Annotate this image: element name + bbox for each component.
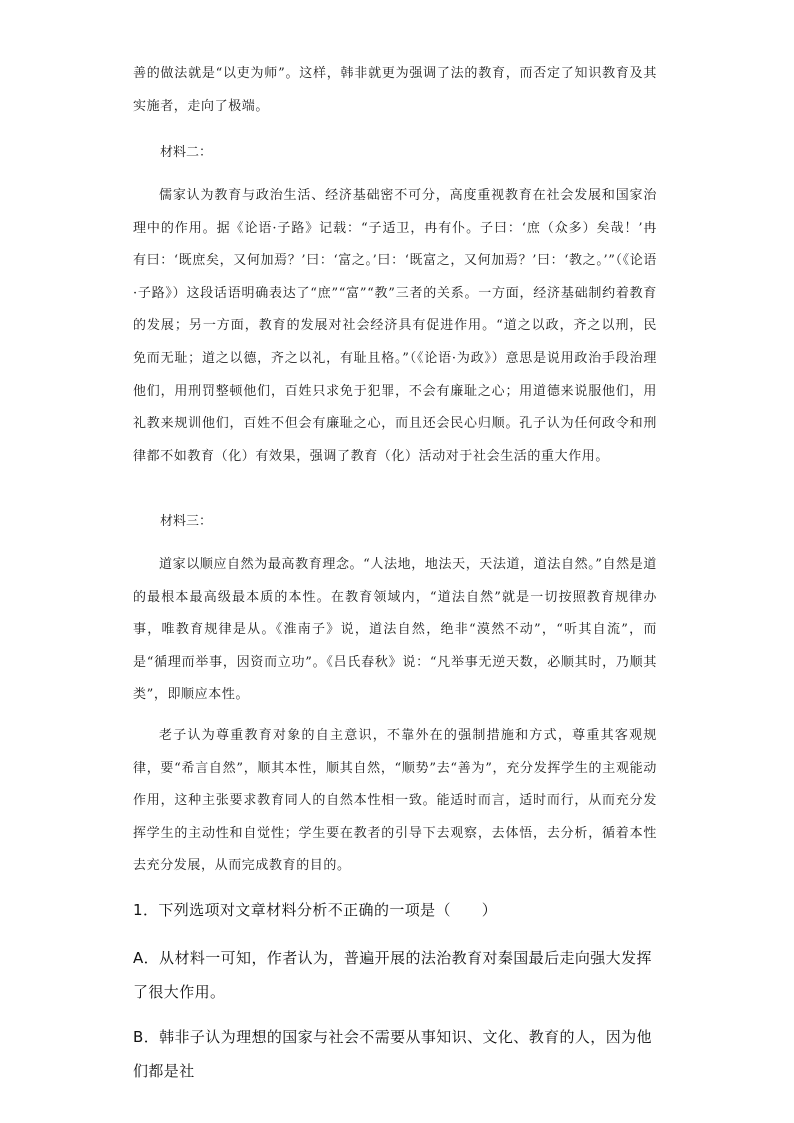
material-three-heading: 材料三：: [160, 514, 213, 529]
question-1-option-b: B．韩非子认为理想的国家与社会不需要从事知识、文化、教育的人，因为他们都是社: [133, 1028, 652, 1080]
material-one-tail-paragraph: 善的做法就是“以吏为师”。这样，韩非就更为强调了法的教育，而否定了知识教育及其实施者，走向了极端。: [133, 66, 657, 114]
material-three-paragraph-1: 道家以顺应自然为最高教育理念。“人法地，地法天，天法道，道法自然。”自然是道的最根本最高级最本质的本性。在教育领域内，“道法自然”就是一切按照教育规律办事，唯教育规律是从。《淮南子》说，道法自然，绝非“漠然不动”，“听其自流”，而是“循理而举事，因资而立功”。《吕氏春秋》说：“凡举事无逆天数，必顺其时，乃顺其类”，即顺应本性。: [133, 557, 657, 703]
material-two-heading: 材料二：: [160, 145, 213, 160]
material-three-paragraph-2: 老子认为尊重教育对象的自主意识，不靠外在的强制措施和方式，尊重其客观规律，要“希言自然”，顺其本性，顺其自然，“顺势”去“善为”，充分发挥学生的主观能动作用，这种主张要求教育同人的自然本性相一致。能适时而言，适时而行，从而充分发挥学生的主动性和自觉性；学生要在教者的引导下去观察，去体悟，去分析，循着本性去充分发展，从而完成教育的目的。: [133, 728, 657, 874]
material-two-paragraph: 儒家认为教育与政治生活、经济基础密不可分，高度重视教育在社会发展和国家治理中的作用。据《论语·子路》记载：“子适卫，冉有仆。子曰：‘庶（众多）矣哉！’冉有曰：‘既庶矣，又何加焉？’曰：‘富之。’曰：‘既富之，又何加焉？’曰：‘教之。’”（《论语·子路》）这段话语明确表达了“庶”“富”“教”三者的关系。一方面，经济基础制约着教育的发展；另一方面，教育的发展对社会经济具有促进作用。“道之以政，齐之以刑，民免而无耻；道之以德，齐之以礼，有耻且格。”（《论语·为政》）意思是说用政治手段治理他们，用刑罚整顿他们，百姓只求免于犯罪，不会有廉耻之心；用道德来说服他们，用礼教来规训他们，百姓不但会有廉耻之心，而且还会民心归顺。孔子认为任何政令和刑律都不如教育（化）有效果，强调了教育（化）活动对于社会生活的重大作用。: [133, 188, 657, 464]
question-1-option-a: A．从材料一可知，作者认为，普遍开展的法治教育对秦国最后走向强大发挥了很大作用。: [133, 949, 652, 1001]
question-1-stem: 1．下列选项对文章材料分析不正确的一项是（ ）: [133, 901, 498, 919]
